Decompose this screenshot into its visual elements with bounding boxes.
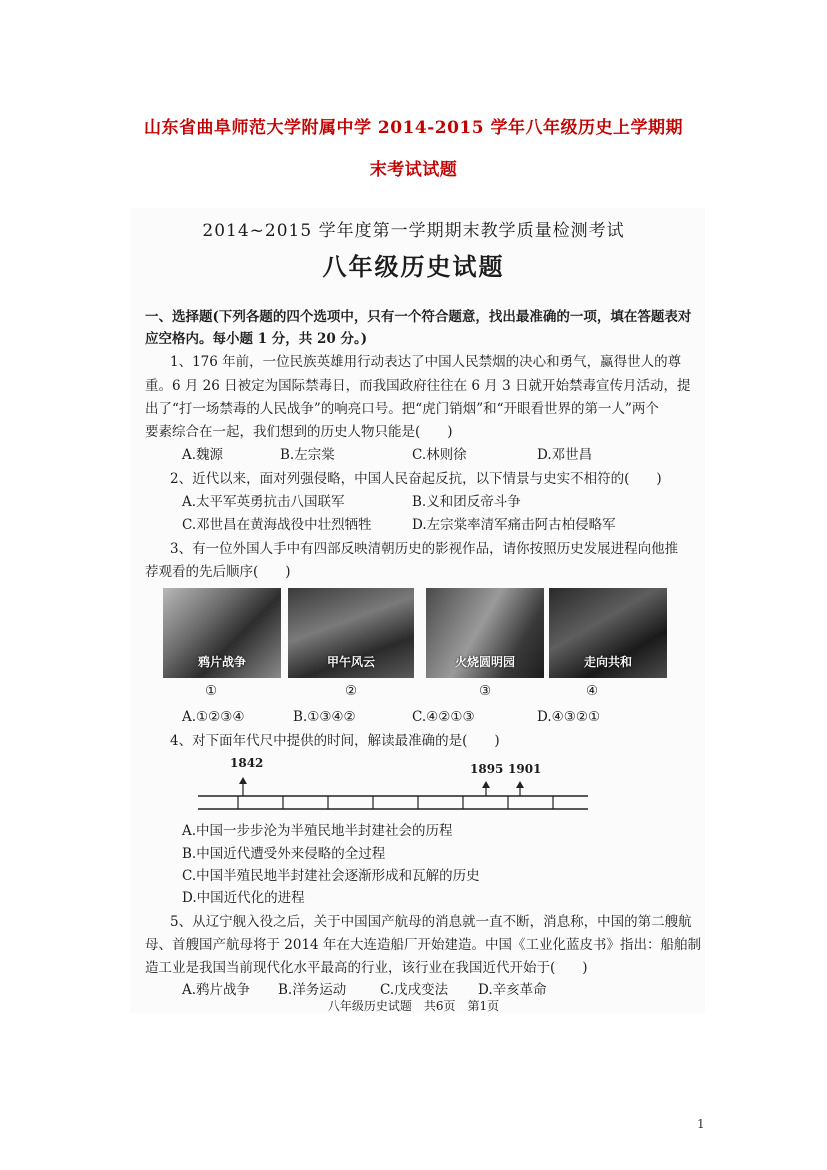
q2-option-d: D.左宗棠率清军痛击阿古柏侵略军 [412, 517, 616, 533]
timeline-label-1895: 1895 [470, 762, 504, 776]
q4-option-a: A.中国一步步沦为半殖民地半封建社会的历程 [182, 823, 453, 839]
q1-option-c: C.林则徐 [412, 447, 467, 463]
exam-subtitle: 2014~2015 学年度第一学期期末教学质量检测考试 [202, 221, 625, 241]
q4-option-d: D.中国近代化的进程 [182, 890, 305, 906]
q4-stem-line1: 4、对下面年代尺中提供的时间，解读最准确的是( ) [170, 733, 500, 749]
film-still-2-number: ② [345, 683, 358, 699]
film-still-2-caption: 甲午风云 [326, 655, 375, 669]
timeline-label-1842: 1842 [230, 756, 264, 770]
document-title-line1: 山东省曲阜师范大学附属中学 2014-2015 学年八年级历史上学期期 [143, 118, 684, 138]
q2-stem-line1: 2、近代以来，面对列强侵略，中国人民奋起反抗，以下情景与史实不相符的( ) [170, 471, 662, 487]
film-still-3 [426, 588, 544, 678]
q5-stem-line1: 5、从辽宁舰入役之后，关于中国国产航母的消息就一直不断，消息称，中国的第二艘航 [170, 914, 692, 930]
page-number: 1 [697, 1117, 705, 1131]
q4-option-c: C.中国半殖民地半封建社会逐渐形成和瓦解的历史 [182, 868, 480, 884]
q5-option-c: C.戊戌变法 [380, 982, 449, 998]
q3-option-d: D.④③②① [537, 709, 601, 725]
q5-stem-line2: 母、首艘国产航母将于 2014 年在大连造船厂开始建造。中国《工业化蓝皮书》指出：船舶制 [145, 937, 701, 953]
film-still-4-caption: 走向共和 [583, 655, 632, 669]
q5-stem-line3: 造工业是我国当前现代化水平最高的行业，该行业在我国近代开始于( ) [145, 960, 588, 976]
film-still-1-number: ① [205, 683, 218, 699]
q2-option-b: B.义和团反帝斗争 [412, 494, 521, 510]
q2-option-c: C.邓世昌在黄海战役中壮烈牺牲 [182, 517, 372, 533]
film-still-1-caption: 鸦片战争 [197, 655, 246, 669]
film-still-4-number: ④ [586, 683, 599, 699]
film-still-2 [288, 588, 414, 678]
q2-option-a: A.太平军英勇抗击八国联军 [182, 494, 345, 510]
q3-option-b: B.①③④② [293, 709, 356, 725]
timeline-label-1901: 1901 [508, 762, 542, 776]
document-title-line2: 末考试试题 [369, 160, 458, 180]
q3-stem-line2: 荐观看的先后顺序( ) [145, 564, 291, 580]
q1-stem-line4: 要素综合在一起，我们想到的历史人物只能是( ) [145, 424, 453, 440]
q3-option-a: A.①②③④ [182, 709, 245, 725]
section-instructions-line1: 一、选择题(下列各题的四个选项中，只有一个符合题意，找出最准确的一项，填在答题表对 [145, 309, 692, 325]
q1-option-d: D.邓世昌 [537, 447, 593, 463]
q5-option-b: B.洋务运动 [278, 982, 347, 998]
exam-title: 八年级历史试题 [322, 252, 505, 281]
q3-option-c: C.④②①③ [412, 709, 475, 725]
exam-page-footer: 八年级历史试题 共6页 第1页 [327, 999, 500, 1013]
q5-option-a: A.鸦片战争 [182, 982, 251, 998]
q3-stem-line1: 3、有一位外国人手中有四部反映清朝历史的影视作品，请你按照历史发展进程向他推 [170, 541, 679, 557]
q1-stem-line3: 出了“打一场禁毒的人民战争”的响亮口号。把“虎门销烟”和“开眼看世界的第一人”两个 [145, 401, 659, 417]
film-still-3-number: ③ [479, 683, 492, 699]
section-instructions-line2: 应空格内。每小题 1 分，共 20 分。) [145, 331, 368, 347]
q5-option-d: D.辛亥革命 [478, 982, 547, 998]
timeline [198, 755, 588, 815]
q4-option-b: B.中国近代遭受外来侵略的全过程 [182, 846, 386, 862]
q1-option-a: A.魏源 [182, 447, 224, 463]
q1-option-b: B.左宗棠 [280, 447, 335, 463]
film-still-4 [549, 588, 667, 678]
q1-stem-line1: 1、176 年前，一位民族英雄用行动表达了中国人民禁烟的决心和勇气，赢得世人的尊 [170, 354, 682, 370]
film-still-1 [163, 588, 281, 678]
q1-stem-line2: 重。6 月 26 日被定为国际禁毒日，而我国政府往往在 6 月 3 日就开始禁毒宣传月活动，提 [145, 378, 691, 394]
film-still-3-caption: 火烧圆明园 [454, 655, 515, 669]
